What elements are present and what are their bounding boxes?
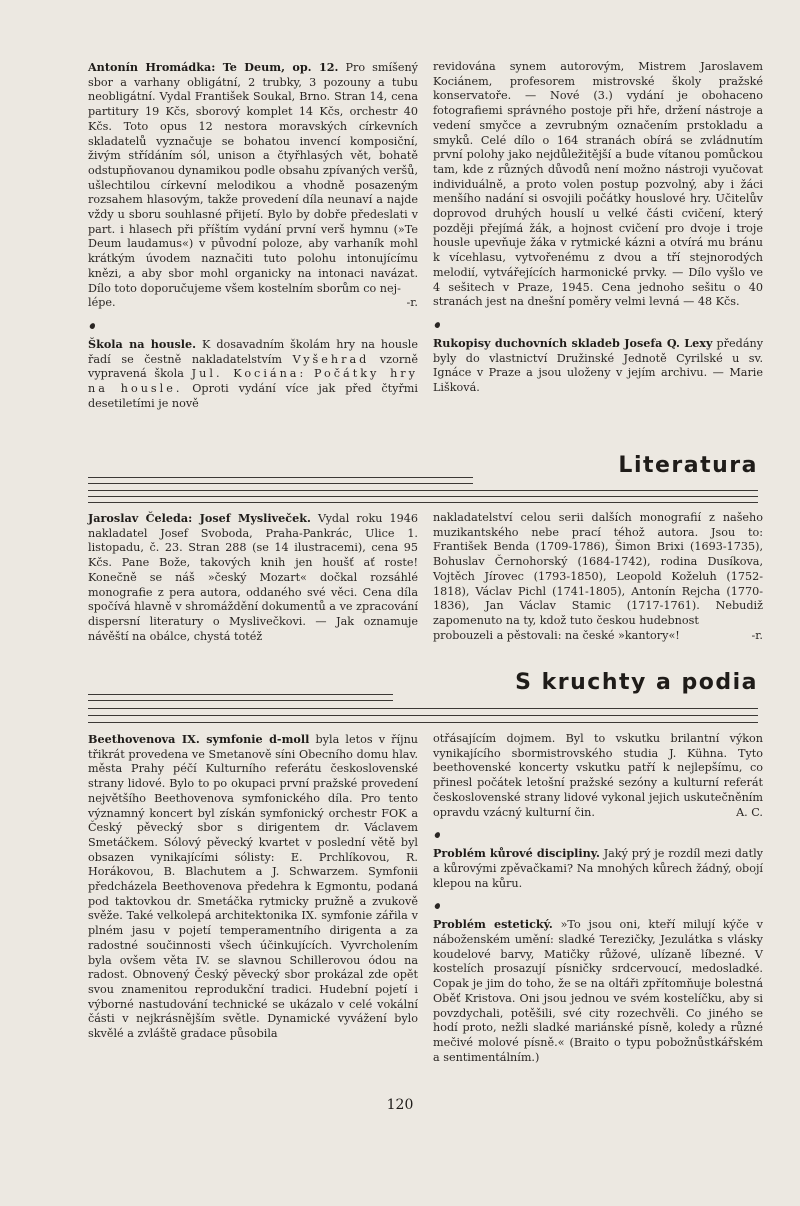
kruchty-right-column — [433, 732, 763, 1065]
rule-line — [88, 694, 393, 695]
bullet-separator-icon — [89, 322, 96, 330]
article-beethoven — [88, 732, 418, 1042]
section-title: Literatura — [618, 453, 758, 478]
article-body: K dosavadním školám hry na housle řadí se čestně nakladatelstvím — [88, 337, 418, 366]
article-body-end: probouzeli a pěstovali: na české »kantory«! — [433, 628, 680, 642]
article-signature-line — [433, 629, 763, 644]
rule-line — [88, 715, 758, 716]
work-title: Počátky hry na housle. — [88, 367, 418, 396]
publisher-name: Vyšehrad — [292, 352, 370, 366]
article-beethoven-continued — [433, 732, 763, 820]
rule-line — [88, 490, 758, 491]
bullet-separator-icon — [434, 902, 441, 910]
bullet-separator-icon — [434, 321, 441, 329]
article-te-deum — [88, 60, 418, 296]
article-skola-na-housle — [88, 337, 418, 412]
article-title: Škola na housle. — [88, 336, 197, 351]
rule-line — [88, 722, 758, 723]
article-body: vzorně vypravená škola — [88, 352, 418, 381]
rule-line — [88, 700, 393, 701]
article-problem-esteticky — [433, 917, 763, 1065]
literatura-left-column — [88, 511, 418, 644]
article-title: Beethovenova IX. symfonie d-moll — [88, 732, 310, 746]
kruchty-left-column — [88, 732, 418, 1042]
article-title: Jaroslav Čeleda: Josef Mysliveček. — [88, 511, 311, 525]
page-number: 120 — [386, 1097, 414, 1113]
author-signature: A. C. — [736, 805, 763, 819]
rule-line — [88, 477, 473, 478]
article-title: Problém estetický. — [433, 917, 553, 932]
rule-line — [88, 502, 758, 503]
article-body: Pro smíšený sbor a varhany obligátní, 2 trubky, 3 pozouny a tubu neobligátní. Vydal František Soukal, Brno. Stran 14, cena partitury 19 Kčs, sborový komplet 14 Kčs, orchestr 40 Kčs. Toto opus 12 nestora moravských církevních skladatelů vyznačuje se bohatou invencí komposiční, živým střídáním sól, unison a čtyřhlasých vět, bohatě odstupňovanou dynamikou podle obsahu zpívaných veršů, ušlechtilou církevní melodikou a vhodně posazeným rozsahem hlasovým, takže provedení díla neunaví a najde vždy u sboru souhlasné přijetí. Bylo by dobře předeslati v part. i hlasech při příštím vydání první verš hymnu (»Te Deum laudamus«) v původní poloze, aby varhaník mohl krátkým úvodem naznačiti tuto polohu intonujícímu knězi, a aby sbor mohl organicky na intonaci navázat. Dílo toto doporučujeme všem kostelním sborům co nej- — [88, 61, 419, 295]
article-title: Rukopisy duchovních skladeb Josefa Q. Lexy — [433, 335, 713, 350]
author-name: Jul. Kociána: — [191, 367, 307, 381]
article-myslivecek-continued: nakladatelství celou serii dalších monografií z našeho muzikantského nebe prací téhož autora. Jsou to: František Benda (1709-1786), Šimon Brixi (1693-1735), Bohuslav Černohorský (1684-1742), rodina Dusíkova, Vojtěch Jírovec (1793-1850), Leopold Koželuh (1752-1818), Václav Pichl (1741-1805), Antonín Rejcha (1770-1836), Jan Václav Stamic (1717-1761). Nebudiž zapomenuto na ty, kdož tuto českou hudebnost — [433, 511, 763, 627]
literatura-right-column — [433, 511, 763, 643]
article-kurova-disciplina — [433, 846, 763, 891]
section-title: S kruchty a podia — [515, 670, 758, 695]
article-body-end: lépe. — [88, 296, 116, 310]
article-signature-line — [88, 296, 418, 311]
article-skola-continued: revidována synem autorovým, Mistrem Jaroslavem Kociánem, profesorem mistrovské školy pražské konservatoře. — Nové (3.) vydání je obohaceno fotografiemi správného postoje při hře, držení nástroje a vedení smyčce a zevrubným označením prstokladu a smyků. Celé dílo o 164 stranách obírá se zvládnutím první polohy jako nejdůležitější a bude vítanou pomůckou tam, kde z různých důvodů není možno nástroji vyučovat individuálně, a proto volen postup pozvolný, aby i žáci menšího nadání si osvojili počátky houslové hry. Učitelův doprovod druhých houslí u velké části cvičení, který později přejímá žák, a hojnost cvičení pro dvoje i troje housle upevňuje žáka v rytmické kázni a otvírá mu bránu k vícehlasu, vytvořenému z dvou a tří stejnorodých melodií, vytvářejících harmonické prvky. — Dílo vyšlo ve 4 sešitech v Praze, 1945. Cena jednoho sešitu o 40 stranách jest na dnešní poměry velmi levná — 48 Kčs. — [433, 60, 763, 309]
article-myslivecek — [88, 511, 418, 644]
rule-line — [88, 708, 758, 709]
rule-line — [88, 483, 473, 484]
article-body: Jaký prý je rozdíl mezi datly a kůrovými zpěvačkami? Na mnohých kůrech žádný, obojí klepou na kůru. — [433, 847, 763, 890]
bullet-separator-icon — [434, 831, 441, 839]
author-signature: -r. — [751, 628, 763, 642]
article-body: otřásajícím dojmem. Byl to vskutku brilantní výkon vynikajícího sbormistrovského studia J. Kühna. Tyto beethovenské koncerty vskutku patří k nejlepšímu, co přinesl počátek letošní pražské sezóny a kulturní referát československé strany lidové vykonal jejich uskutečněním opravdu vzácný kulturní čin. — [433, 732, 763, 819]
section-header-literatura — [88, 450, 758, 504]
section-header-kruchty — [88, 668, 758, 726]
rule-line — [88, 496, 758, 497]
article-body: Vydal roku 1946 nakladatel Josef Svoboda, Praha-Pankrác, Ulice 1. listopadu, č. 23. Stran 288 (se 14 ilustracemi), cena 95 Kčs. Pane Bože, takových knih jen houšť ať roste! Konečně se náš »český Mozart« dočkal rozsáhlé monografie z pera autora, oddaného své věci. Cena díla spočívá hlavně v shromáždění dokumentů a ve zpracování dispersní literatury o Myslivečkovi. — Jak oznamuje návěští na obálce, chystá totéž — [88, 512, 418, 643]
article-rukopisy — [433, 336, 763, 396]
article-body: byla letos v říjnu třikrát provedena ve Smetanově síni Obecního domu hlav. města Prahy péčí Kulturního referátu československé strany lidové. Bylo to po okupaci první pražské provedení největšího Beethovenova symfonického díla. Pro tento významný koncert byl získán symfonický orchestr FOK a Český pěvecký sbor s dirigentem dr. Václavem Smetáčkem. Sólový pěvecký kvartet v poslední větě byl obsazen vynikajícími sólisty: E. Prchlíkovou, R. Horákovou, B. Blachutem a J. Schwarzem. Symfonii předcházela Beethovenova předehra k Egmontu, podaná pod taktovkou dr. Smetáčka rytmicky pružně a zvukově svěže. Také velkolepá architektonika IX. symfonie zářila v plném jasu v pojetí temperamentního dirigenta a za radostné součinnosti všech účinkujících. Vyvrcholením byla ovšem věta IV. se slavnou Schillerovou ódou na radost. Obnovený Český pěvecký sbor prokázal zde opět svou znamenitou reprodukční tradici. Hudební pojetí i výborné nastudování technické se ukázalo v celé vokální části v nejkrásnějším světle. Dynamické vyvážení bylo skvělé a zvláště gradace působila — [88, 733, 418, 1041]
article-title: Problém kůrové discipliny. — [433, 846, 600, 861]
author-signature: -r. — [406, 296, 418, 310]
article-body: předány byly do vlastnictví Družinské Jednotě Cyrilské u sv. Ignáce v Praze a jsou uloženy v jejím archivu. — Marie Lišková. — [433, 336, 764, 395]
top-right-column — [433, 60, 763, 396]
article-body: Oproti vydání více jak před čtyřmi desetiletími je nově — [88, 382, 418, 410]
top-left-column — [88, 60, 418, 411]
article-title: Antonín Hromádka: Te Deum, op. 12. — [88, 60, 339, 74]
article-body: »To jsou oni, kteří milují kýče v náboženském umění: sladké Terezičky, Jezulátka s vlásky koudelové barvy, Matičky růžové, ulízaně líbezné. V kostelích prosazují písničky srdcervoucí, medosladké. Copak je jim do toho, že se na oltáři zpřítomňuje bolestná Oběť Kristova. Oni jsou jednou ve svém kostelíčku, aby si povzdychali, potěšili, své city rozechvěli. Co jiného se hodí proto, nežli sladké mariánské písně, koledy a různé mečivé molové písně.« (Braito o typu pobožnůstkářském a sentimentálním.) — [433, 918, 764, 1064]
